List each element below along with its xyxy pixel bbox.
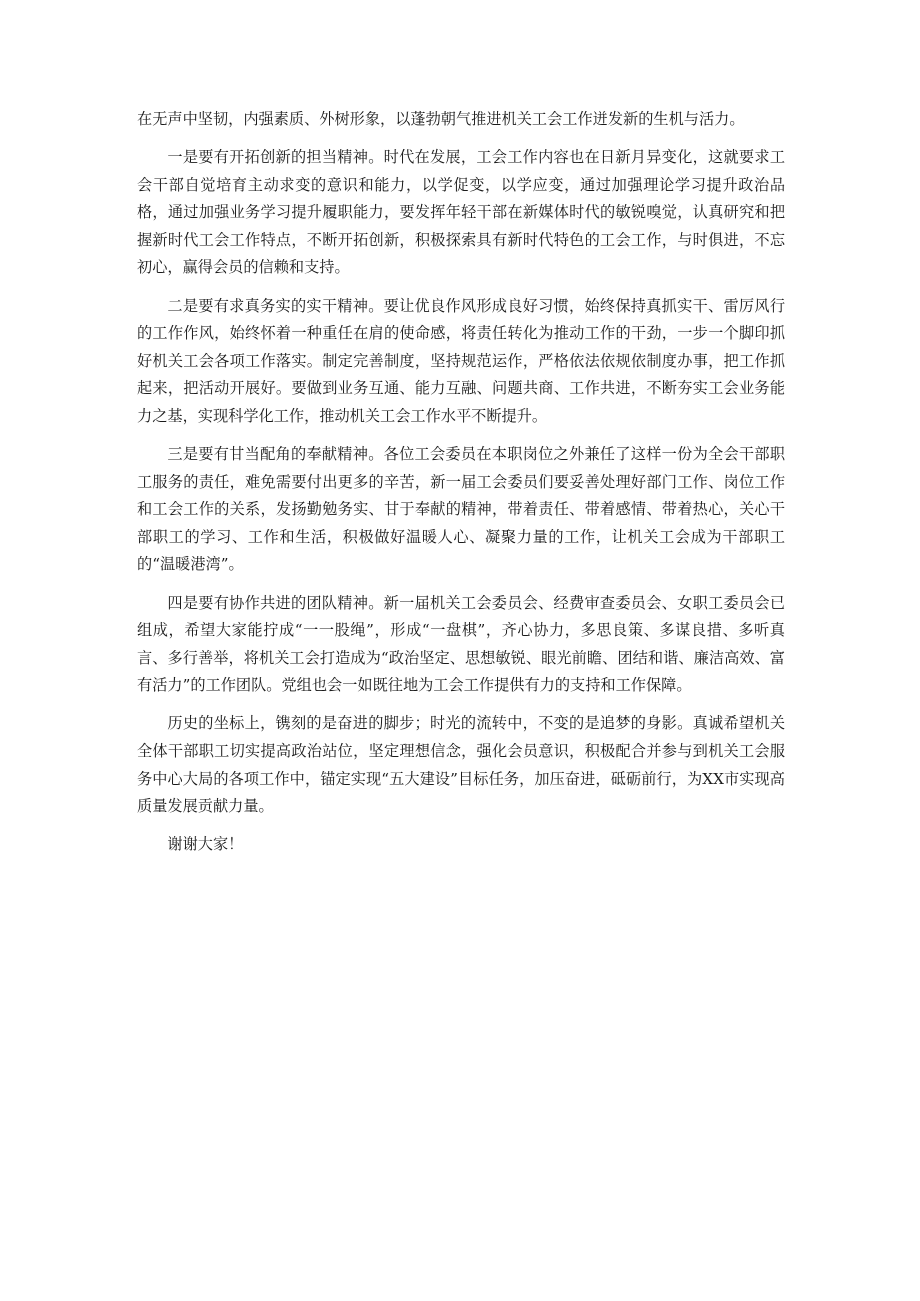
paragraph-innovation-spirit: 一是要有开拓创新的担当精神。时代在发展，工会工作内容也在日新月异变化，这就要求工会干部自觉培育主动求变的意识和能力，以学促变，以学应变，通过加强理论学习提升政治品格，通过加强业务学习提升履职能力，要发挥年轻干部在新媒体时代的敏锐嗅觉，认真研究和把握新时代工会工作特点，不断开拓创新，积极探索具有新时代特色的工会工作，与时俱进，不忘初心，赢得会员的信赖和支持。	[137, 148, 785, 277]
paragraph-conclusion: 历史的坐标上，镌刻的是奋进的脚步；时光的流转中，不变的是追梦的身影。真诚希望机关全体干部职工切实提高政治站位，坚定理想信念，强化会员意识，积极配合并参与到机关工会服务中心大局的各项工作中，锚定实现“五大建设”目标任务，加压奋进，砥砺前行，为XX市实现高质量发展贡献力量。	[137, 714, 785, 816]
document-body	[137, 106, 785, 869]
paragraph-continuation: 在无声中坚韧，内强素质、外树形象，以蓬勃朝气推进机关工会工作迸发新的生机与活力。	[137, 110, 745, 128]
paragraph-thanks: 谢谢大家！	[167, 835, 244, 854]
paragraph-pragmatic-spirit: 二是要有求真务实的实干精神。要让优良作风形成良好习惯，始终保持真抓实干、雷厉风行的工作作风，始终怀着一种重任在肩的使命感，将责任转化为推动工作的干劲，一步一个脚印抓好机关工会各项工作落实。制定完善制度，坚持规范运作，严格依法依规依制度办事，把工作抓起来，把活动开展好。要做到业务互通、能力互融、问题共商、工作共进，不断夯实工会业务能力之基，实现科学化工作，推动机关工会工作水平不断提升。	[137, 296, 785, 425]
paragraph-dedication-spirit: 三是要有甘当配角的奉献精神。各位工会委员在本职岗位之外兼任了这样一份为全会干部职工服务的责任，难免需要付出更多的辛苦，新一届工会委员们要妥善处理好部门工作、岗位工作和工会工作的关系，发扬勤勉务实、甘于奉献的精神，带着责任、带着感情、带着热心，关心干部职工的学习、工作和生活，积极做好温暖人心、凝聚力量的工作，让机关工会成为干部职工的“温暖港湾”。	[137, 445, 785, 574]
paragraph-teamwork-spirit: 四是要有协作共进的团队精神。新一届机关工会委员会、经费审查委员会、女职工委员会已组成，希望大家能拧成“一一股绳”，形成“一盘棋”，齐心协力，多思良策、多谋良措、多听真言、多行善举，将机关工会打造成为“政治坚定、思想敏锐、眼光前瞻、团结和谐、廉洁高效、富有活力”的工作团队。党组也会一如既往地为工会工作提供有力的支持和工作保障。	[137, 593, 785, 695]
